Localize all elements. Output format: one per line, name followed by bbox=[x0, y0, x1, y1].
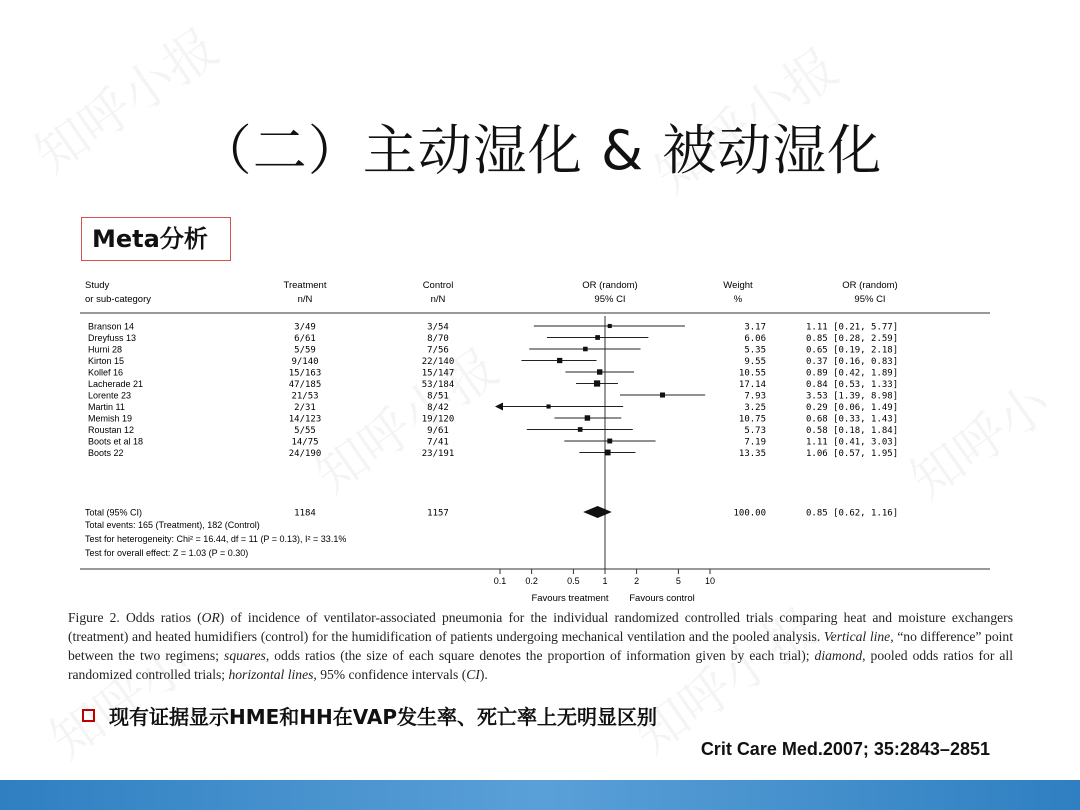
study-or-ci: 0.68 [0.33, 1.43] bbox=[806, 414, 899, 425]
key-finding-text: 现有证据显示HME和HH在VAP发生率、死亡率上无明显区别 bbox=[109, 704, 658, 729]
caption-part-2: , “no difference” point between the two regimens; bbox=[68, 629, 1013, 663]
plot-marks bbox=[495, 316, 705, 569]
header-subcategory: or sub-category bbox=[85, 294, 152, 305]
control-count: 53/184 bbox=[421, 380, 455, 390]
square-bullet-icon bbox=[82, 709, 95, 722]
treatment-count: 15/163 bbox=[288, 368, 322, 379]
caption-ci-abbr: CI bbox=[466, 667, 480, 682]
total-or-ci: 0.85 [0.62, 1.16] bbox=[806, 508, 899, 519]
header-treatment-sub: n/N bbox=[297, 294, 313, 305]
caption-part-4: , pooled odds ratios for all randomized controlled trials; bbox=[68, 648, 1013, 682]
slide-title: （二）主动湿化 & 被动湿化 bbox=[197, 119, 883, 182]
header-or2-sub: 95% CI bbox=[854, 294, 886, 305]
study-name: Lacherade 21 bbox=[88, 379, 144, 389]
caption-part-3: , odds ratios (the size of each square denotes the proportion of information given by each trial); bbox=[265, 648, 815, 663]
study-name: Roustan 12 bbox=[88, 425, 135, 435]
study-or-ci: 0.84 [0.53, 1.33] bbox=[806, 380, 899, 390]
study-odds-ratio-square bbox=[597, 369, 602, 374]
axis-tick-label: 0.1 bbox=[493, 576, 507, 586]
study-odds-ratio-square bbox=[594, 380, 600, 386]
caption-vertical-line: Vertical line bbox=[823, 629, 891, 644]
total-row bbox=[85, 508, 898, 519]
study-odds-ratio-square bbox=[585, 415, 590, 420]
study-odds-ratio-square bbox=[605, 450, 611, 456]
axis-tick-label: 2 bbox=[634, 576, 640, 586]
caption-diamond: diamond bbox=[814, 648, 863, 663]
study-or-ci: 0.58 [0.18, 1.84] bbox=[806, 426, 899, 436]
study-odds-ratio-square bbox=[608, 324, 612, 328]
treatment-count: 2/31 bbox=[294, 403, 316, 413]
study-or-ci: 0.37 [0.16, 0.83] bbox=[806, 357, 899, 367]
treatment-count: 5/55 bbox=[294, 426, 316, 436]
study-weight: 7.93 bbox=[744, 391, 766, 402]
study-name: Lorente 23 bbox=[88, 390, 132, 401]
control-count: 3/54 bbox=[427, 322, 449, 333]
meta-analysis-label-text: Meta分析 bbox=[92, 225, 208, 253]
study-odds-ratio-square bbox=[595, 335, 600, 340]
axis-tick-label: 0.2 bbox=[525, 576, 538, 586]
treatment-count: 47/185 bbox=[288, 380, 322, 390]
study-odds-ratio-square bbox=[660, 392, 665, 397]
study-or-ci: 0.65 [0.19, 2.18] bbox=[806, 345, 899, 356]
treatment-count: 24/190 bbox=[288, 449, 322, 459]
figure-caption bbox=[68, 608, 1013, 684]
caption-or-abbr: OR bbox=[201, 610, 220, 625]
study-name: Dreyfuss 13 bbox=[88, 333, 137, 343]
study-name: Hurni 28 bbox=[88, 344, 123, 355]
study-name: Kollef 16 bbox=[88, 367, 124, 378]
study-name: Boots 22 bbox=[88, 448, 124, 458]
study-weight: 13.35 bbox=[738, 449, 766, 459]
axis-tick-label: 0.5 bbox=[567, 576, 580, 586]
study-name: Boots et al 18 bbox=[88, 436, 144, 447]
overall-effect-note: Test for overall effect: Z = 1.03 (P = 0.30) bbox=[85, 548, 249, 558]
control-count: 22/140 bbox=[421, 357, 455, 367]
study-weight: 17.14 bbox=[738, 380, 766, 390]
study-or-ci: 1.11 [0.21, 5.77] bbox=[806, 322, 899, 333]
study-odds-ratio-square bbox=[578, 427, 583, 432]
study-or-ci: 3.53 [1.39, 8.98] bbox=[806, 391, 899, 402]
caption-part-6: ). bbox=[479, 667, 488, 682]
header-weight-sub: % bbox=[733, 294, 743, 305]
study-weight: 5.35 bbox=[744, 345, 766, 356]
study-weight: 10.55 bbox=[738, 368, 766, 379]
total-treatment: 1184 bbox=[294, 508, 316, 519]
forest-plot bbox=[80, 276, 1000, 606]
header-or2: OR (random) bbox=[842, 280, 898, 291]
footer-bar bbox=[0, 780, 1080, 810]
study-name: Martin 11 bbox=[88, 402, 125, 412]
study-weight: 10.75 bbox=[738, 414, 766, 425]
axis-tick-label: 10 bbox=[704, 576, 716, 586]
treatment-count: 9/140 bbox=[291, 357, 319, 367]
study-or-ci: 0.85 [0.28, 2.59] bbox=[806, 334, 899, 344]
study-weight: 5.73 bbox=[744, 426, 766, 436]
control-count: 8/51 bbox=[427, 391, 449, 402]
caption-squares: squares bbox=[224, 648, 266, 663]
pooled-diamond bbox=[583, 506, 612, 518]
study-name: Branson 14 bbox=[88, 321, 135, 332]
header-treatment: Treatment bbox=[283, 280, 327, 291]
study-weight: 9.55 bbox=[744, 357, 766, 367]
axis-tick-label: 1 bbox=[602, 576, 608, 586]
favours-control-label: Favours control bbox=[629, 593, 695, 604]
study-name: Memish 19 bbox=[88, 413, 133, 424]
study-or-ci: 0.89 [0.42, 1.89] bbox=[806, 368, 899, 379]
caption-part-1: ) of incidence of ventilator-associated pneumonia for the individual randomized controlled trials comparing heat and moisture exchangers (treatment) and heated humidifiers (control) for the humidification of patients undergoing mechanical ventilation and the pooled analysis. bbox=[68, 610, 1013, 644]
control-count: 7/41 bbox=[427, 437, 449, 448]
header-weight: Weight bbox=[723, 280, 753, 291]
control-count: 23/191 bbox=[421, 449, 455, 459]
caption-lead: Figure 2. Odds ratios ( bbox=[68, 610, 202, 625]
caption-horizontal-lines: horizontal lines bbox=[228, 667, 314, 682]
treatment-count: 21/53 bbox=[291, 391, 319, 402]
header-or: OR (random) bbox=[582, 280, 638, 291]
study-or-ci: 1.11 [0.41, 3.03] bbox=[806, 437, 899, 448]
control-count: 15/147 bbox=[421, 368, 455, 379]
study-odds-ratio-square bbox=[607, 439, 612, 444]
axis-tick-label: 5 bbox=[675, 576, 681, 586]
total-control: 1157 bbox=[427, 508, 449, 519]
treatment-count: 3/49 bbox=[294, 322, 316, 333]
favours-treatment-label: Favours treatment bbox=[531, 593, 609, 604]
study-weight: 3.17 bbox=[744, 322, 766, 333]
study-or-ci: 0.29 [0.06, 1.49] bbox=[806, 403, 899, 413]
control-count: 19/120 bbox=[421, 414, 455, 425]
caption-part-5: , 95% confidence intervals ( bbox=[313, 667, 467, 682]
study-weight: 3.25 bbox=[744, 403, 766, 413]
control-count: 8/70 bbox=[427, 334, 449, 344]
study-weight: 6.06 bbox=[744, 334, 766, 344]
x-axis bbox=[494, 569, 715, 586]
study-odds-ratio-square bbox=[557, 358, 562, 363]
key-finding bbox=[82, 700, 657, 730]
ci-truncation-arrow bbox=[495, 403, 503, 411]
total-events-note: Total events: 165 (Treatment), 182 (Control) bbox=[85, 520, 260, 530]
header-control-sub: n/N bbox=[430, 294, 446, 305]
header-study: Study bbox=[85, 280, 110, 291]
control-count: 7/56 bbox=[427, 345, 449, 356]
study-rows bbox=[88, 322, 898, 460]
treatment-count: 14/75 bbox=[291, 437, 319, 448]
meta-analysis-label bbox=[81, 217, 231, 261]
study-odds-ratio-square bbox=[583, 347, 588, 352]
heterogeneity-note: Test for heterogeneity: Chi² = 16.44, df = 11 (P = 0.13), I² = 33.1% bbox=[85, 534, 347, 544]
study-weight: 7.19 bbox=[744, 437, 766, 448]
treatment-count: 6/61 bbox=[294, 334, 316, 344]
study-name: Kirton 15 bbox=[88, 356, 125, 366]
header-control: Control bbox=[422, 280, 454, 291]
study-or-ci: 1.06 [0.57, 1.95] bbox=[806, 449, 899, 459]
study-odds-ratio-square bbox=[546, 404, 550, 408]
total-weight: 100.00 bbox=[733, 508, 766, 519]
treatment-count: 5/59 bbox=[294, 345, 316, 356]
header-or-sub: 95% CI bbox=[594, 294, 626, 305]
total-label: Total (95% CI) bbox=[85, 507, 143, 518]
treatment-count: 14/123 bbox=[288, 414, 322, 425]
citation: Crit Care Med.2007; 35:2843–2851 bbox=[700, 739, 990, 759]
control-count: 9/61 bbox=[427, 426, 449, 436]
control-count: 8/42 bbox=[427, 403, 449, 413]
